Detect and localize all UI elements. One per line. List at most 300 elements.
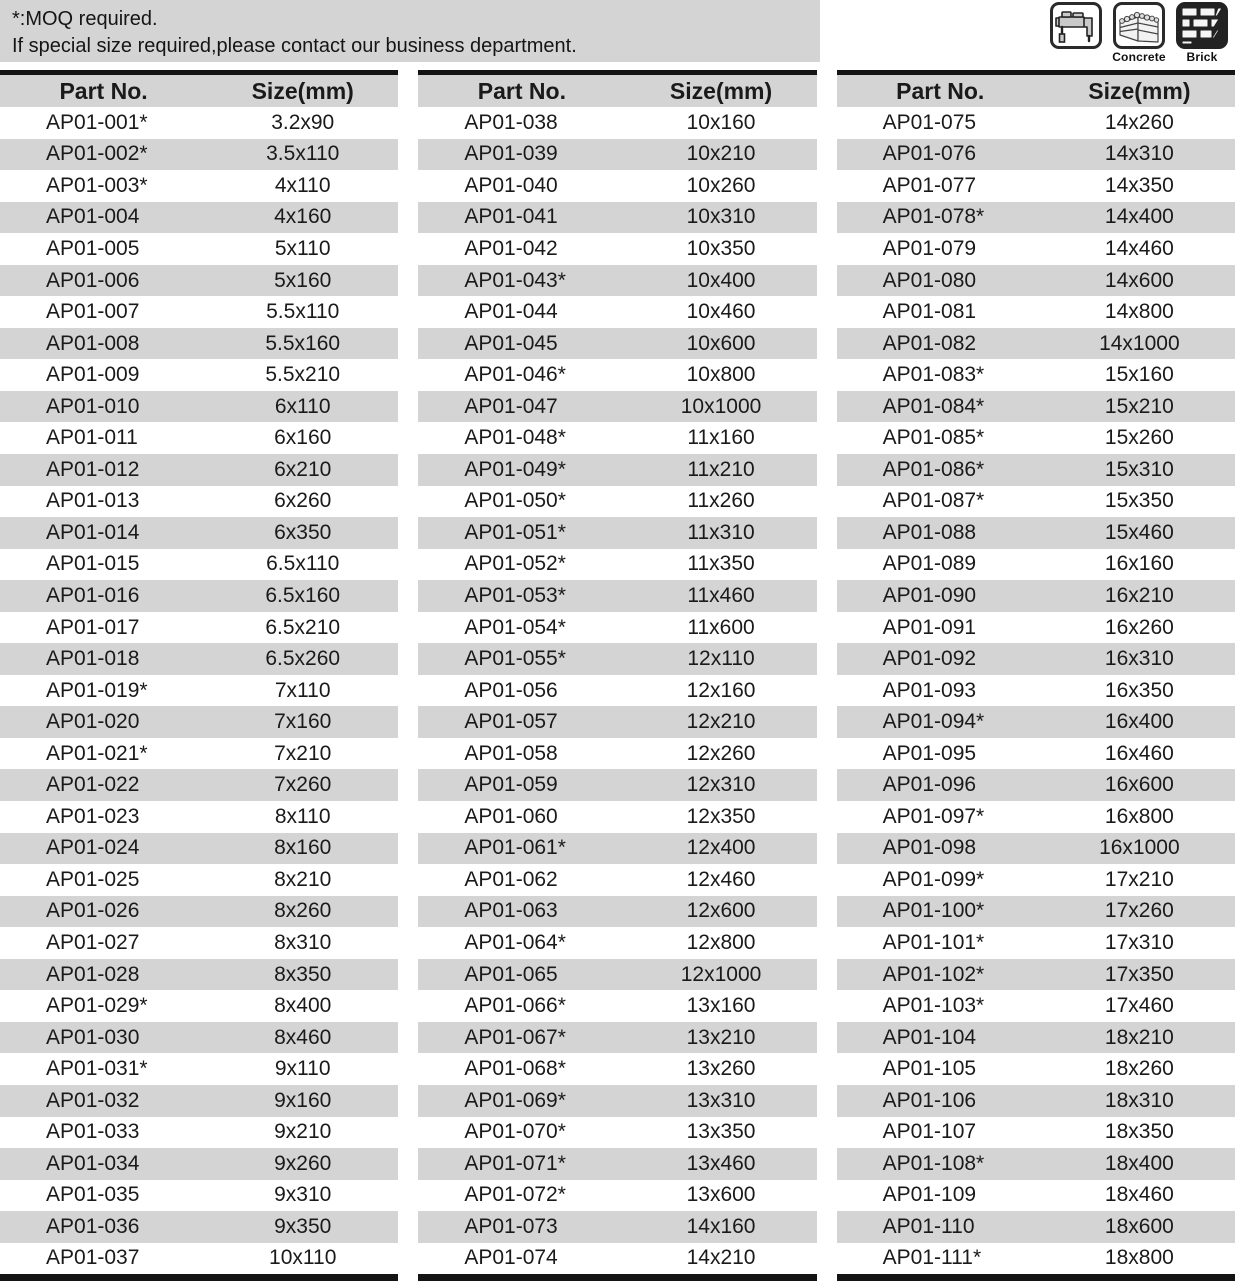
table-row	[837, 107, 1235, 139]
size-mm-cell: 6x260	[274, 489, 332, 513]
moq-note-line2: If special size required,please contact our business department.	[12, 35, 577, 57]
part-no-cell: AP01-009	[46, 363, 140, 387]
size-mm-cell: 6x110	[274, 394, 331, 418]
table-row	[418, 738, 816, 770]
size-mm-cell: 12x160	[686, 678, 756, 702]
table-row	[418, 580, 816, 612]
table-row	[0, 643, 398, 675]
part-no-cell: AP01-018	[46, 647, 140, 671]
table-row	[0, 170, 398, 202]
table-row	[418, 1243, 816, 1275]
part-no-cell: AP01-039	[464, 142, 558, 166]
table-row	[837, 454, 1235, 486]
part-no-cell: AP01-035	[46, 1183, 140, 1207]
table-row	[837, 549, 1235, 581]
size-mm-cell: 10x800	[686, 363, 756, 387]
table-row	[418, 454, 816, 486]
table-row	[837, 422, 1235, 454]
part-no-cell: AP01-004	[46, 205, 140, 229]
table-row	[0, 1053, 398, 1085]
size-mm-cell: 15x160	[1104, 363, 1174, 387]
size-mm-cell: 10x110	[269, 1246, 337, 1270]
size-mm-cell: 12x260	[686, 741, 756, 765]
part-no-cell: AP01-027	[46, 930, 140, 954]
size-mm-cell: 12x460	[686, 867, 756, 891]
part-no-cell: AP01-019*	[46, 678, 148, 702]
part-no-cell: AP01-075	[882, 110, 977, 134]
part-no-cell: AP01-095	[882, 741, 977, 765]
size-mm-cell: 18x260	[1104, 1057, 1174, 1081]
concrete-label: Concrete	[1112, 50, 1166, 64]
size-mm-cell: 13x210	[686, 1025, 756, 1049]
size-mm-cell: 9x260	[274, 1151, 332, 1175]
part-no-cell: AP01-107	[882, 1120, 977, 1144]
table-row	[837, 1243, 1235, 1275]
size-mm-cell: 13x600	[686, 1183, 756, 1207]
size-mm-cell: 8x400	[274, 994, 332, 1018]
table-row	[418, 864, 816, 896]
table-row	[418, 1085, 816, 1117]
table-row	[418, 612, 816, 644]
column-header-size-mm: Size(mm)	[251, 77, 354, 104]
size-mm-cell: 15x350	[1104, 489, 1174, 513]
table-row	[418, 833, 816, 865]
table-row	[0, 896, 398, 928]
size-mm-cell: 10x310	[686, 205, 756, 229]
table-row	[0, 990, 398, 1022]
size-mm-cell: 17x210	[1104, 867, 1174, 891]
part-no-cell: AP01-005	[46, 236, 140, 260]
part-no-cell: AP01-067*	[464, 1025, 566, 1049]
table-row	[0, 517, 398, 549]
part-no-cell: AP01-099*	[882, 867, 985, 891]
size-mm-cell: 7x210	[274, 741, 332, 765]
size-mm-cell: 12x310	[686, 773, 756, 797]
table-row	[418, 233, 816, 265]
table-row	[0, 738, 398, 770]
table-row	[0, 769, 398, 801]
part-no-cell: AP01-017	[46, 615, 140, 639]
table-row	[837, 896, 1235, 928]
size-mm-cell: 16x600	[1104, 773, 1174, 797]
part-no-cell: AP01-085*	[882, 426, 985, 450]
size-mm-cell: 6.5x210	[265, 615, 341, 639]
size-mm-cell: 6x160	[274, 426, 332, 450]
table-row	[0, 1117, 398, 1149]
table-row	[0, 233, 398, 265]
table-row	[418, 1053, 816, 1085]
table-row	[418, 1211, 816, 1243]
part-no-cell: AP01-094*	[882, 710, 985, 734]
part-no-cell: AP01-087*	[882, 489, 985, 513]
table-row	[418, 265, 816, 297]
part-no-cell: AP01-106	[882, 1088, 977, 1112]
table-row	[418, 391, 816, 423]
parts-table	[418, 70, 816, 1281]
part-no-cell: AP01-069*	[464, 1088, 566, 1112]
table-row	[837, 864, 1235, 896]
size-mm-cell: 17x310	[1104, 930, 1174, 954]
table-row	[837, 801, 1235, 833]
size-mm-cell: 8x210	[274, 867, 332, 891]
brick-label: Brick	[1186, 50, 1218, 64]
size-mm-cell: 18x400	[1104, 1151, 1174, 1175]
table-row	[418, 107, 816, 139]
part-no-cell: AP01-068*	[464, 1057, 566, 1081]
table-row	[0, 1243, 398, 1275]
table-row	[0, 580, 398, 612]
part-no-cell: AP01-028	[46, 962, 140, 986]
table-row	[0, 864, 398, 896]
part-no-cell: AP01-014	[46, 520, 140, 544]
table-row	[837, 1180, 1235, 1212]
part-no-cell: AP01-023	[46, 804, 140, 828]
part-no-cell: AP01-030	[46, 1025, 140, 1049]
table-row	[837, 170, 1235, 202]
part-no-cell: AP01-036	[46, 1214, 140, 1238]
table-row	[0, 801, 398, 833]
part-no-cell: AP01-046*	[464, 363, 566, 387]
table-row	[837, 706, 1235, 738]
size-mm-cell: 11x600	[687, 615, 755, 639]
table-row	[418, 706, 816, 738]
part-no-cell: AP01-049*	[464, 457, 566, 481]
table-row	[418, 359, 816, 391]
size-mm-cell: 8x350	[274, 962, 332, 986]
column-header-part-no: Part No.	[59, 77, 148, 104]
size-mm-cell: 18x460	[1104, 1183, 1174, 1207]
part-no-cell: AP01-052*	[464, 552, 566, 576]
table-row	[418, 896, 816, 928]
table-row	[837, 202, 1235, 234]
part-no-cell: AP01-020	[46, 710, 140, 734]
table-row	[0, 1211, 398, 1243]
part-no-cell: AP01-013	[46, 489, 140, 513]
part-no-cell: AP01-110	[882, 1214, 975, 1238]
table-header-row	[837, 75, 1235, 107]
part-no-cell: AP01-104	[882, 1025, 977, 1049]
part-no-cell: AP01-053*	[464, 583, 566, 607]
table-header-row	[0, 75, 398, 107]
size-mm-cell: 11x460	[687, 583, 755, 607]
size-mm-cell: 15x210	[1104, 394, 1174, 418]
table-row	[418, 170, 816, 202]
table-row	[837, 486, 1235, 518]
part-no-cell: AP01-034	[46, 1151, 140, 1175]
size-mm-cell: 10x460	[686, 300, 756, 324]
table-row	[837, 959, 1235, 991]
part-no-cell: AP01-102*	[882, 962, 985, 986]
part-no-cell: AP01-105	[882, 1057, 977, 1081]
part-no-cell: AP01-012	[46, 457, 140, 481]
part-no-cell: AP01-037	[46, 1246, 140, 1270]
part-no-cell: AP01-111*	[882, 1246, 982, 1270]
table-row	[0, 549, 398, 581]
table-row	[0, 422, 398, 454]
size-mm-cell: 10x400	[686, 268, 756, 292]
part-no-cell: AP01-031*	[46, 1057, 148, 1081]
part-no-cell: AP01-056	[464, 678, 558, 702]
size-mm-cell: 13x260	[686, 1057, 756, 1081]
size-mm-cell: 5x110	[274, 236, 331, 260]
table-row	[418, 486, 816, 518]
size-mm-cell: 16x460	[1104, 741, 1174, 765]
table-row	[418, 1117, 816, 1149]
part-no-cell: AP01-083*	[882, 363, 985, 387]
table-row	[0, 959, 398, 991]
part-no-cell: AP01-016	[46, 583, 140, 607]
part-no-cell: AP01-073	[464, 1214, 558, 1238]
size-mm-cell: 10x210	[686, 142, 756, 166]
table-row	[0, 1022, 398, 1054]
part-no-cell: AP01-109	[882, 1183, 977, 1207]
size-mm-cell: 6x210	[274, 457, 332, 481]
part-no-cell: AP01-093	[882, 678, 977, 702]
part-no-cell: AP01-047	[464, 394, 558, 418]
size-mm-cell: 5x160	[274, 268, 332, 292]
part-no-cell: AP01-033	[46, 1120, 140, 1144]
table-row	[418, 643, 816, 675]
table-row	[0, 296, 398, 328]
legend-item-brick	[1175, 2, 1229, 64]
table-row	[418, 549, 816, 581]
part-no-cell: AP01-007	[46, 300, 140, 324]
size-mm-cell: 9x210	[274, 1120, 332, 1144]
table-row	[0, 833, 398, 865]
size-mm-cell: 8x310	[274, 930, 332, 954]
size-mm-cell: 18x350	[1104, 1120, 1174, 1144]
part-no-cell: AP01-050*	[464, 489, 566, 513]
table-row	[837, 612, 1235, 644]
part-no-cell: AP01-061*	[464, 836, 566, 860]
table-row	[837, 359, 1235, 391]
size-mm-cell: 6x350	[274, 520, 332, 544]
table-row	[418, 769, 816, 801]
size-mm-cell: 14x160	[686, 1214, 756, 1238]
table-row	[418, 1180, 816, 1212]
size-mm-cell: 8x110	[274, 804, 331, 828]
part-no-cell: AP01-092	[882, 647, 977, 671]
part-no-cell: AP01-078*	[882, 205, 985, 229]
part-no-cell: AP01-064*	[464, 930, 566, 954]
table-header-row	[418, 75, 816, 107]
size-mm-cell: 11x210	[687, 457, 755, 481]
size-mm-cell: 12x350	[686, 804, 756, 828]
parts-catalog	[0, 70, 1235, 1281]
size-mm-cell: 15x460	[1104, 520, 1174, 544]
part-no-cell: AP01-015	[46, 552, 140, 576]
size-mm-cell: 16x160	[1104, 552, 1174, 576]
column-header-part-no: Part No.	[477, 77, 566, 104]
table-row	[0, 454, 398, 486]
table-row	[418, 801, 816, 833]
size-mm-cell: 18x800	[1104, 1246, 1174, 1270]
part-no-cell: AP01-055*	[464, 647, 566, 671]
table-row	[837, 1117, 1235, 1149]
size-mm-cell: 17x260	[1104, 899, 1174, 923]
size-mm-cell: 11x350	[687, 552, 755, 576]
size-mm-cell: 4x110	[274, 173, 331, 197]
part-no-cell: AP01-103*	[882, 994, 985, 1018]
part-no-cell: AP01-010	[46, 394, 140, 418]
table-row	[418, 1148, 816, 1180]
part-no-cell: AP01-059	[464, 773, 558, 797]
table-row	[837, 580, 1235, 612]
column-header-part-no: Part No.	[896, 77, 985, 104]
size-mm-cell: 14x600	[1104, 268, 1174, 292]
brick-icon	[1176, 2, 1228, 49]
table-row	[0, 107, 398, 139]
part-no-cell: AP01-072*	[464, 1183, 566, 1207]
table-row	[837, 738, 1235, 770]
size-mm-cell: 10x1000	[680, 394, 762, 418]
size-mm-cell: 8x260	[274, 899, 332, 923]
size-mm-cell: 13x350	[686, 1120, 756, 1144]
table-row	[837, 1148, 1235, 1180]
part-no-cell: AP01-058	[464, 741, 558, 765]
table-row	[837, 265, 1235, 297]
table-row	[0, 1085, 398, 1117]
table-row	[0, 612, 398, 644]
table-row	[0, 486, 398, 518]
part-no-cell: AP01-079	[882, 236, 977, 260]
part-no-cell: AP01-097*	[882, 804, 985, 828]
size-mm-cell: 14x460	[1104, 236, 1174, 260]
table-row	[0, 391, 398, 423]
application-legend	[1049, 2, 1229, 64]
part-no-cell: AP01-100*	[882, 899, 985, 923]
table-row	[0, 139, 398, 171]
part-no-cell: AP01-024	[46, 836, 140, 860]
table-body	[418, 107, 816, 1274]
table-row	[837, 139, 1235, 171]
table-row	[837, 1053, 1235, 1085]
table-row	[0, 1148, 398, 1180]
size-mm-cell: 9x310	[274, 1183, 332, 1207]
size-mm-cell: 7x260	[274, 773, 332, 797]
size-mm-cell: 7x110	[274, 678, 331, 702]
part-no-cell: AP01-077	[882, 173, 977, 197]
table-row	[418, 328, 816, 360]
part-no-cell: AP01-006	[46, 268, 140, 292]
part-no-cell: AP01-021*	[46, 741, 148, 765]
parts-table	[0, 70, 398, 1281]
table-row	[418, 422, 816, 454]
size-mm-cell: 16x350	[1104, 678, 1174, 702]
size-mm-cell: 10x350	[686, 236, 756, 260]
part-no-cell: AP01-082	[882, 331, 977, 355]
part-no-cell: AP01-040	[464, 173, 558, 197]
size-mm-cell: 18x310	[1104, 1088, 1174, 1112]
moq-note	[0, 0, 820, 62]
part-no-cell: AP01-038	[464, 110, 558, 134]
table-row	[418, 959, 816, 991]
table-row	[837, 833, 1235, 865]
size-mm-cell: 16x210	[1104, 583, 1174, 607]
part-no-cell: AP01-080	[882, 268, 977, 292]
table-row	[0, 706, 398, 738]
size-mm-cell: 14x210	[686, 1246, 756, 1270]
size-mm-cell: 12x600	[686, 899, 756, 923]
concrete-icon	[1113, 2, 1165, 49]
table-row	[837, 296, 1235, 328]
size-mm-cell: 7x160	[274, 710, 332, 734]
table-row	[837, 391, 1235, 423]
part-no-cell: AP01-048*	[464, 426, 566, 450]
legend-item-drill	[1049, 2, 1103, 64]
table-row	[418, 296, 816, 328]
part-no-cell: AP01-026	[46, 899, 140, 923]
part-no-cell: AP01-002*	[46, 142, 148, 166]
size-mm-cell: 18x210	[1104, 1025, 1174, 1049]
legend-item-concrete	[1112, 2, 1166, 64]
part-no-cell: AP01-008	[46, 331, 140, 355]
column-header-size-mm: Size(mm)	[669, 77, 773, 104]
table-row	[837, 1085, 1235, 1117]
table-row	[837, 990, 1235, 1022]
size-mm-cell: 3.2x90	[271, 110, 335, 134]
part-no-cell: AP01-096	[882, 773, 977, 797]
size-mm-cell: 12x800	[686, 930, 756, 954]
table-row	[837, 1022, 1235, 1054]
size-mm-cell: 8x460	[274, 1025, 332, 1049]
table-row	[837, 675, 1235, 707]
table-row	[0, 202, 398, 234]
size-mm-cell: 8x160	[274, 836, 332, 860]
part-no-cell: AP01-086*	[882, 457, 985, 481]
table-row	[837, 927, 1235, 959]
table-row	[837, 1211, 1235, 1243]
part-no-cell: AP01-022	[46, 773, 140, 797]
parts-table	[837, 70, 1235, 1281]
size-mm-cell: 14x350	[1104, 173, 1174, 197]
size-mm-cell: 14x310	[1104, 142, 1174, 166]
size-mm-cell: 12x1000	[680, 962, 762, 986]
size-mm-cell: 9x160	[274, 1088, 332, 1112]
table-row	[0, 359, 398, 391]
size-mm-cell: 5.5x160	[265, 331, 341, 355]
part-no-cell: AP01-098	[882, 836, 977, 860]
size-mm-cell: 5.5x110	[266, 300, 340, 324]
size-mm-cell: 11x310	[687, 520, 755, 544]
part-no-cell: AP01-062	[464, 867, 558, 891]
part-no-cell: AP01-089	[882, 552, 977, 576]
part-no-cell: AP01-081	[882, 300, 977, 324]
part-no-cell: AP01-043*	[464, 268, 566, 292]
size-mm-cell: 9x110	[274, 1057, 331, 1081]
size-mm-cell: 14x400	[1104, 205, 1174, 229]
size-mm-cell: 14x800	[1104, 300, 1174, 324]
size-mm-cell: 12x110	[687, 647, 755, 671]
part-no-cell: AP01-029*	[46, 994, 148, 1018]
part-no-cell: AP01-088	[882, 520, 977, 544]
part-no-cell: AP01-044	[464, 300, 558, 324]
table-row	[0, 265, 398, 297]
part-no-cell: AP01-025	[46, 867, 140, 891]
table-row	[418, 927, 816, 959]
part-no-cell: AP01-060	[464, 804, 558, 828]
size-mm-cell: 10x600	[686, 331, 756, 355]
part-no-cell: AP01-091	[882, 615, 977, 639]
size-mm-cell: 11x160	[687, 426, 755, 450]
part-no-cell: AP01-076	[882, 142, 977, 166]
size-mm-cell: 12x400	[686, 836, 756, 860]
table-row	[418, 517, 816, 549]
size-mm-cell: 10x260	[686, 173, 756, 197]
size-mm-cell: 16x1000	[1099, 836, 1180, 860]
size-mm-cell: 10x160	[686, 110, 756, 134]
table-body	[837, 107, 1235, 1274]
